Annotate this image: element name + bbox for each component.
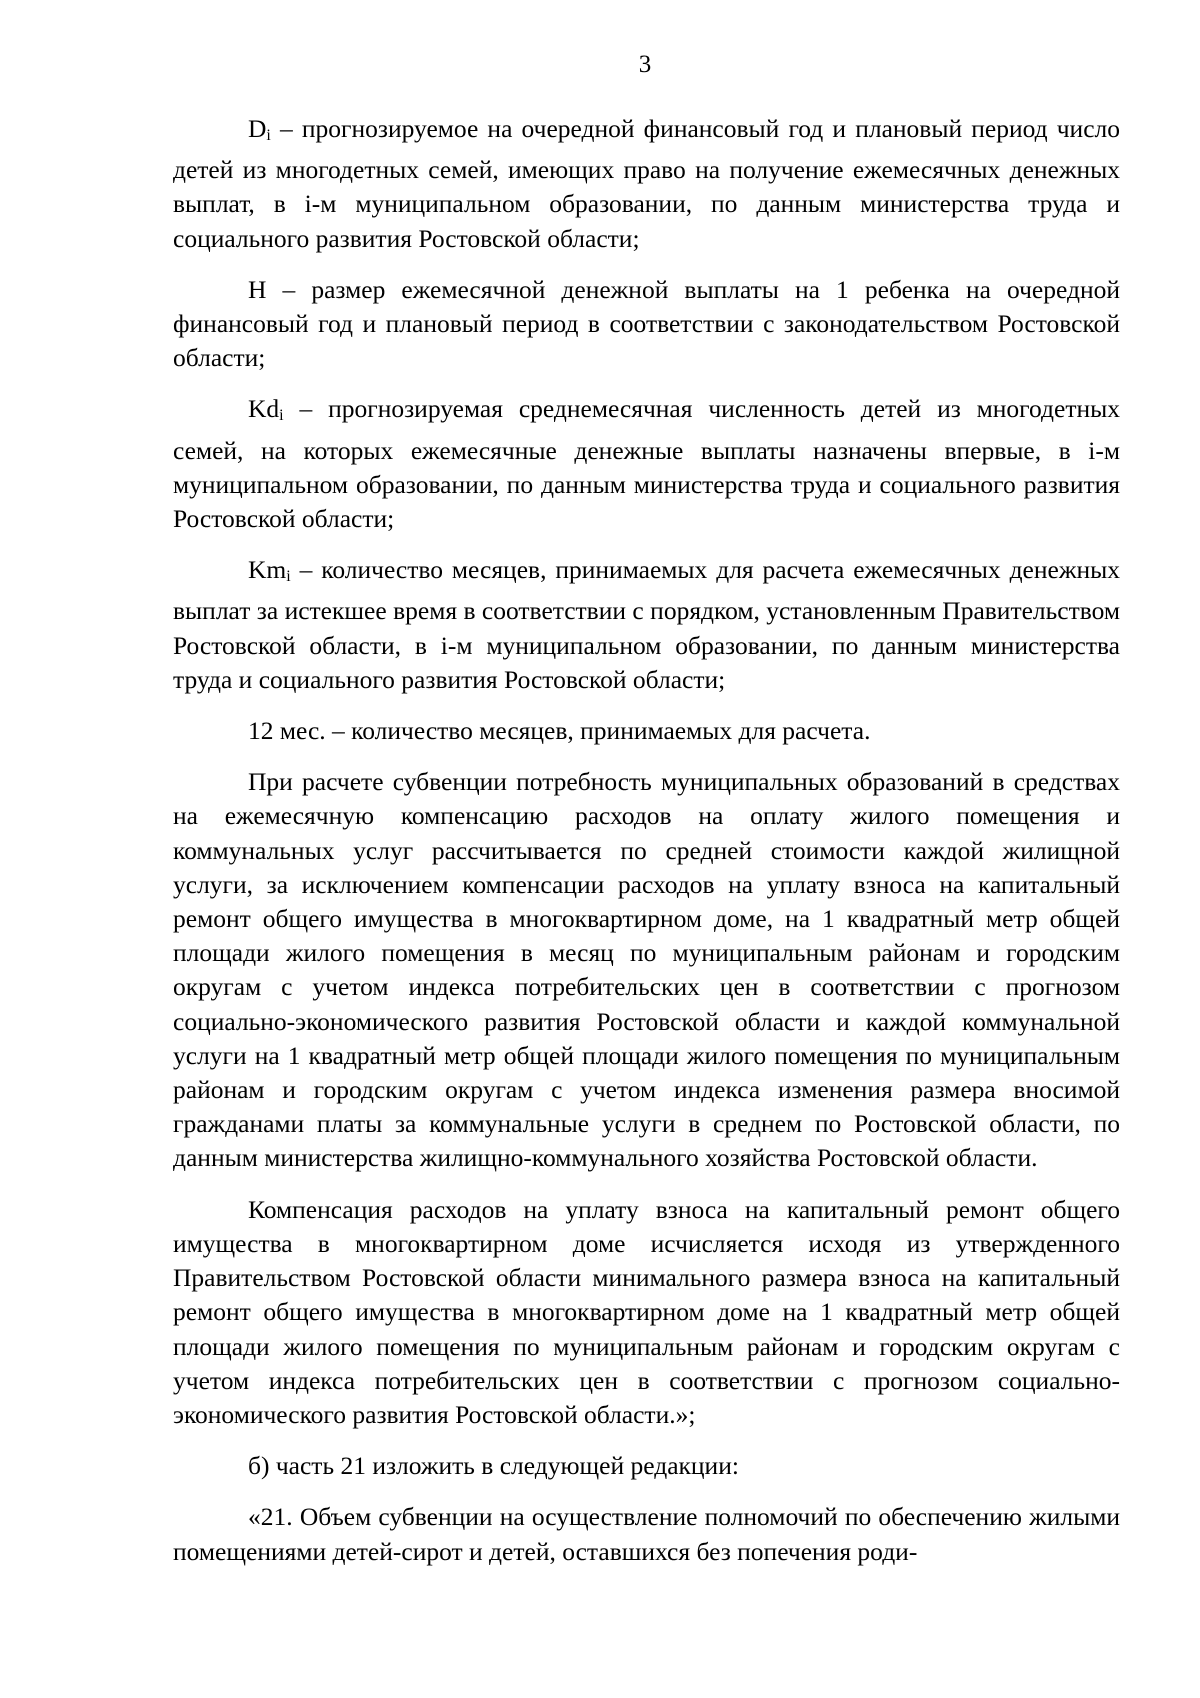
variable-symbol: D [248, 114, 267, 143]
paragraph-part-21 [173, 1500, 1120, 1568]
paragraph-text: – прогнозируемая среднемесячная численность детей из многодетных семей, на которых ежемесячные денежные выплаты назначены впервые, в i-м муниципальном образовании, по данным министерства труда и социального развития Ростовской области; [173, 394, 1120, 534]
variable-subscript: i [279, 407, 284, 425]
document-body [173, 112, 1120, 1586]
paragraph-amendment-b [173, 1449, 1120, 1483]
variable-subscript: i [286, 568, 291, 586]
paragraph-definition-months [173, 714, 1120, 748]
paragraph-text: При расчете субвенции потребность муниципальных образований в средствах на ежемесячную компенсацию расходов на оплату жилого помещения и коммунальных услуг рассчитывается по средней стоимости каждой жилищной услуги, за исключением компенсации расходов на уплату взноса на капитальный ремонт общего имущества в многоквартирном доме, на 1 квадратный метр общей площади жилого помещения в месяц по муниципальным районам и городским округам с учетом индекса потребительских цен в соответствии с прогнозом социально-экономического развития Ростовской области и каждой коммунальной услуги на 1 квадратный метр общей площади жилого помещения по муниципальным районам и городским округам с учетом индекса изменения размера вносимой гражданами платы за коммунальные услуги в среднем по Ростовской области, по данным министерства жилищно-коммунального хозяйства Ростовской области. [173, 767, 1120, 1173]
paragraph-text: б) часть 21 изложить в следующей редакции: [248, 1451, 739, 1481]
paragraph-text: 12 мес. – количество месяцев, принимаемых для расчета. [248, 716, 871, 746]
paragraph-housing-compensation [173, 765, 1120, 1175]
paragraph-text: Н – размер ежемесячной денежной выплаты на 1 ребенка на очередной финансовый год и плановый период в соответствии с законодательством Ростовской области; [173, 274, 1120, 373]
variable-symbol: Kd [248, 394, 280, 424]
paragraph-definition-kd [173, 392, 1120, 536]
variable-subscript: i [266, 127, 271, 144]
paragraph-text: «21. Объем субвенции на осуществление полномочий по обеспечению жилыми помещениями детей-сирот и детей, оставшихся без попечения роди- [173, 1502, 1120, 1566]
paragraph-definition-h [173, 273, 1120, 376]
paragraph-definition-km [173, 553, 1120, 697]
page-number: 3 [638, 51, 652, 78]
paragraph-capital-repair [173, 1193, 1120, 1432]
paragraph-text: – количество месяцев, принимаемых для расчета ежемесячных денежных выплат за истекшее время в соответствии с порядком, установленным Правительством Ростовской области, в i-м муниципальном образовании, по данным министерства труда и социального развития Ростовской области; [173, 555, 1120, 694]
paragraph-text: – прогнозируемое на очередной финансовый год и плановый период число детей из многодетных семей, имеющих право на получение ежемесячных денежных выплат, в i-м муниципальном образовании, по данным министерства труда и социального развития Ростовской области; [173, 114, 1120, 253]
paragraph-text: Компенсация расходов на уплату взноса на капитальный ремонт общего имущества в многоквартирном доме исчисляется исходя из утвержденного Правительством Ростовской области минимального размера взноса на капитальный ремонт общего имущества в многоквартирном доме на 1 квадратный метр общей площади жилого помещения по муниципальным районам и городским округам с учетом индекса потребительских цен в соответствии с прогнозом социально-экономического развития Ростовской области.»; [173, 1194, 1120, 1429]
variable-symbol: Km [248, 555, 287, 585]
paragraph-definition-d [173, 112, 1120, 256]
